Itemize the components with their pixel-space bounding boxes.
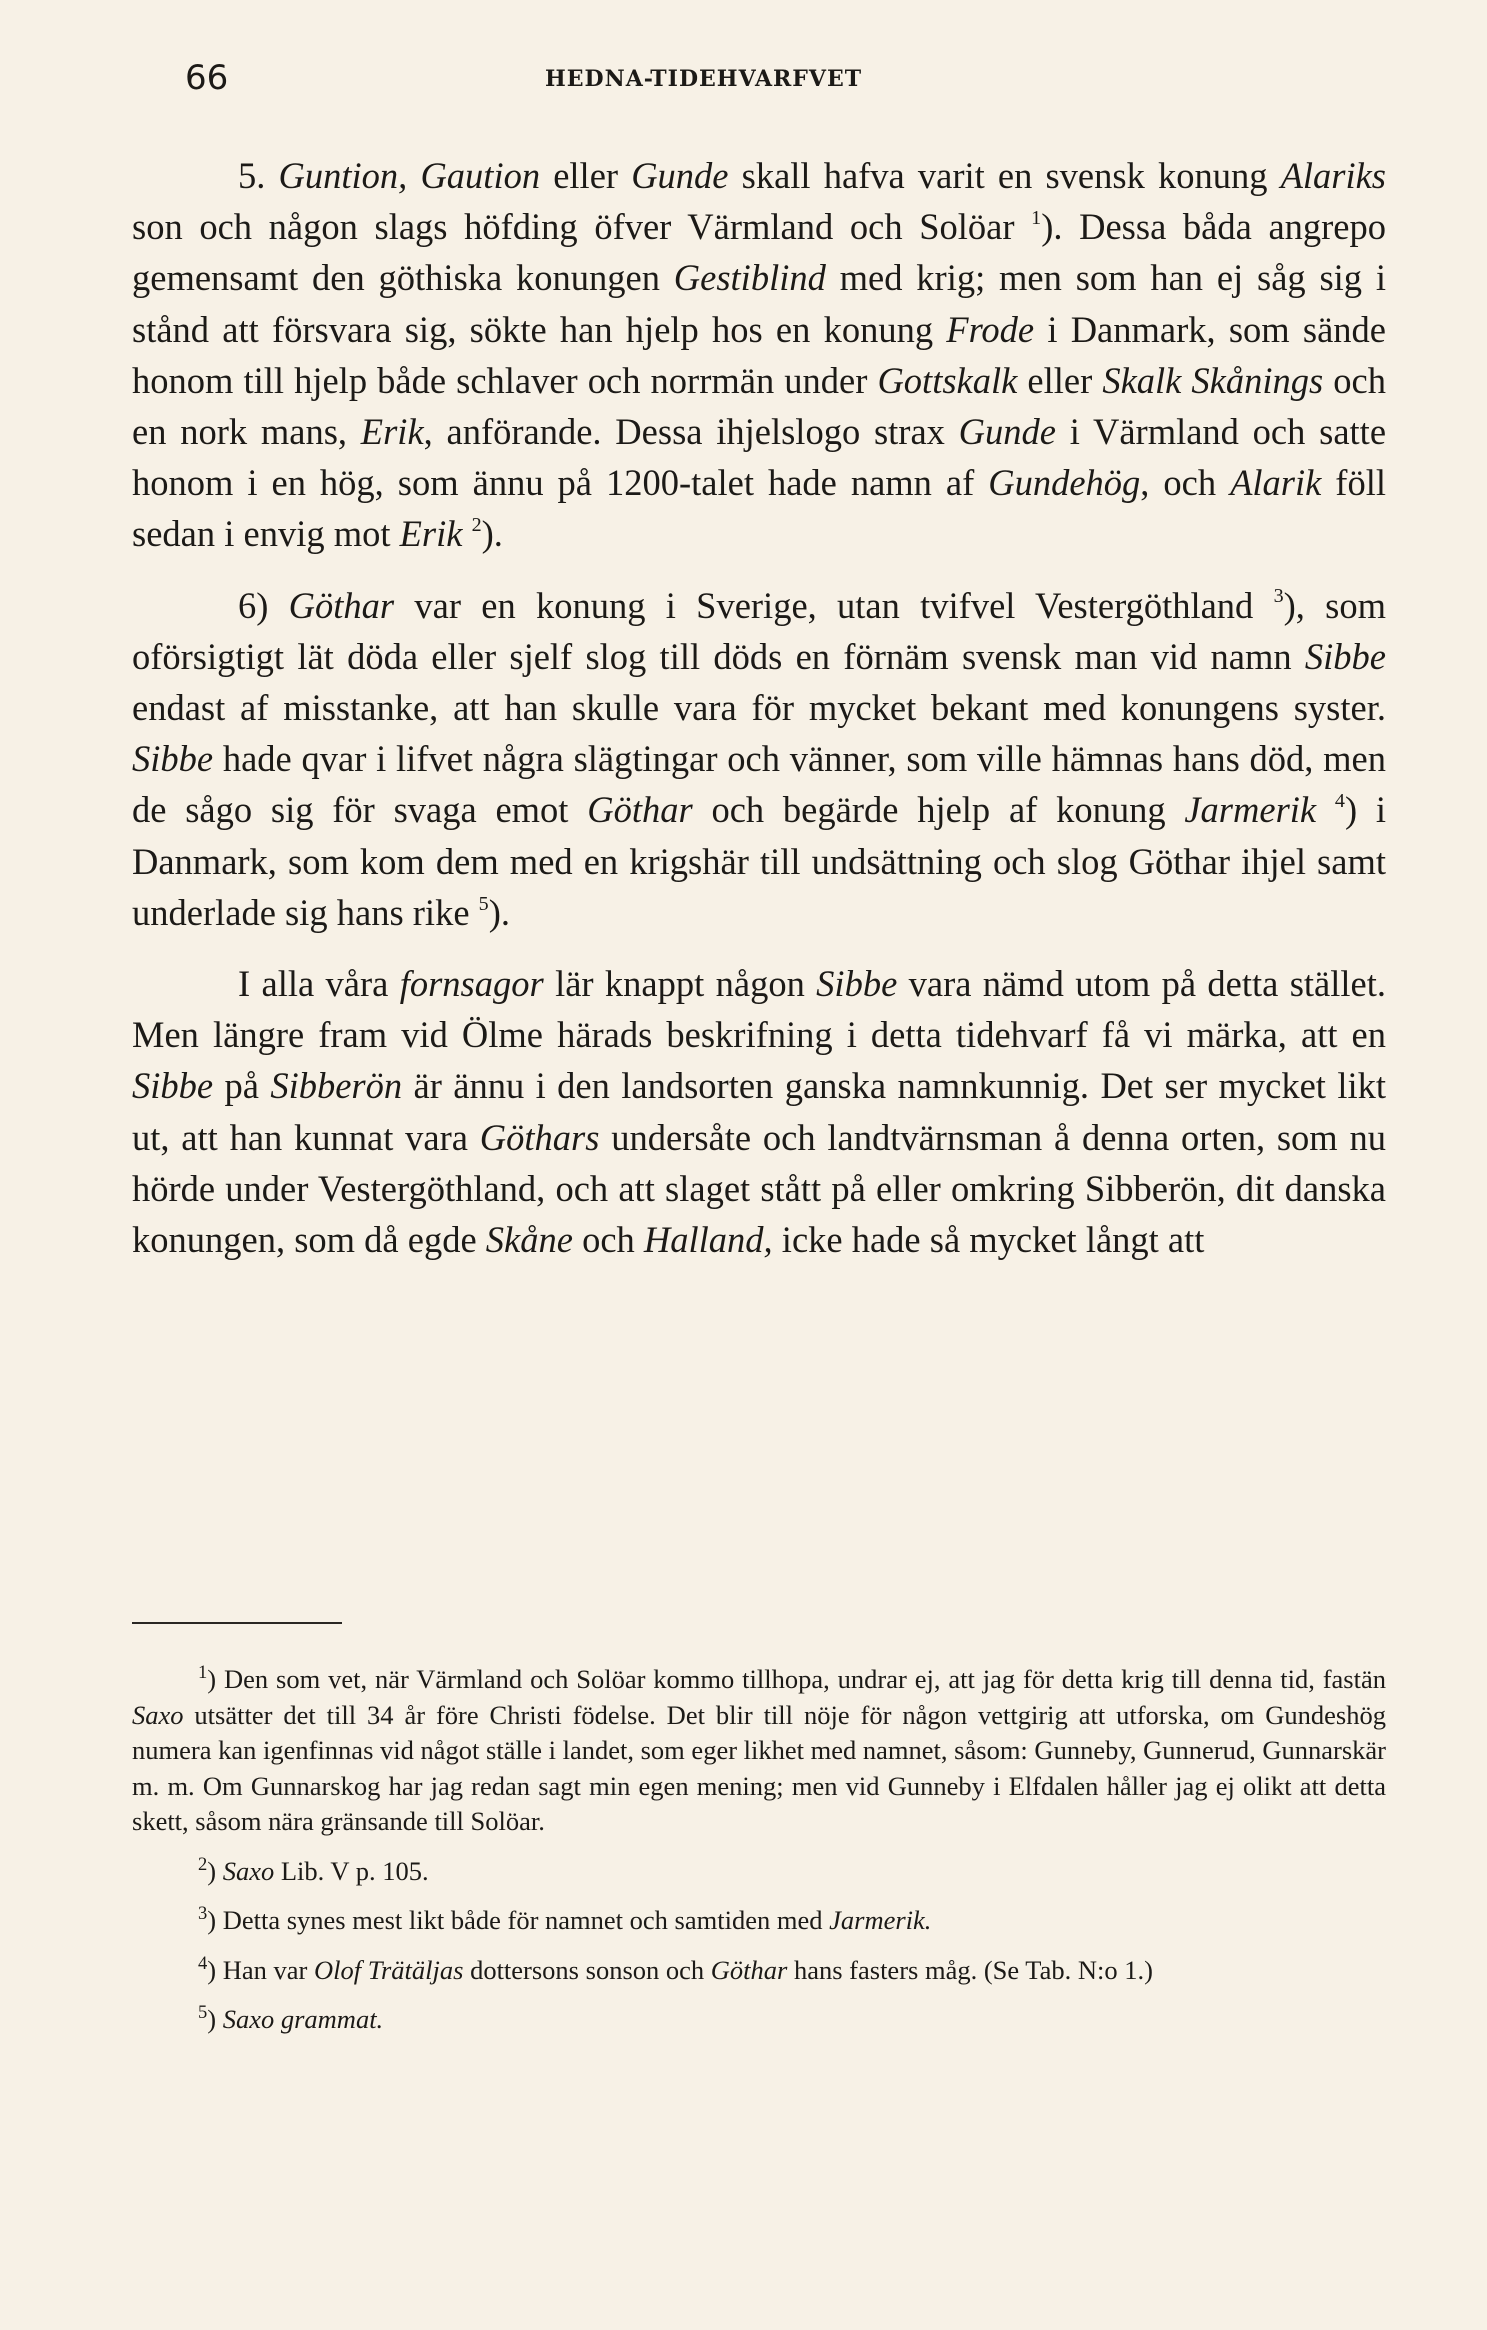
footnote-ref: 5	[478, 892, 489, 915]
italic-name: Erik	[399, 513, 463, 555]
text-run: endast af misstanke, att han skulle vara för mycket bekant med konungens syster.	[132, 687, 1386, 729]
footnotes	[132, 1662, 1386, 2038]
italic-name: Erik	[360, 411, 424, 453]
text-run: eller	[1017, 359, 1103, 401]
text-run: och	[572, 1219, 644, 1261]
text-run: ). Dessa båda angrepo gemensamt den göthiska konungen	[132, 206, 1386, 299]
text-run: )	[207, 2004, 223, 2034]
footnote-5	[132, 2002, 1386, 2038]
footnote-ref: 3	[1273, 585, 1284, 608]
italic-name: Alarik	[1230, 462, 1322, 504]
italic-name: Gestiblind	[673, 257, 826, 299]
italic-name: Göthar	[288, 584, 395, 626]
italic-name: Halland,	[643, 1219, 773, 1261]
text-run: dottersons sonson och	[463, 1954, 711, 1985]
italic-name: Guntion,	[278, 155, 408, 196]
text-run: eller	[540, 155, 632, 196]
paragraph-sibbe	[132, 958, 1386, 1265]
text-run: vara nämd utom på detta stället. Men längre fram vid Ölme härads beskrifning i detta tidehvarf få vi märka, att en	[132, 963, 1386, 1056]
footnote-number: 1	[198, 1662, 208, 1684]
text-run: med krig; men som han ej såg sig i stånd att försvara sig, sökte han hjelp hos en konung	[132, 257, 1386, 350]
footnote-1	[132, 1662, 1386, 1840]
italic-name: Sibbe	[1304, 635, 1386, 677]
italic-name: Saxo grammat.	[222, 2004, 384, 2034]
italic-name: Göthar	[710, 1954, 788, 1985]
text-run: på	[213, 1065, 271, 1107]
italic-name: Gottskalk	[877, 359, 1018, 401]
text-run: ) Detta synes mest likt både för namnet och samtiden med	[207, 1905, 830, 1935]
footnote-ref: 2	[471, 514, 482, 537]
text-run: ) Den som vet, när Värmland och Solöar kommo tillhopa, undrar ej, att jag för detta krig till denna tid, fastän	[207, 1664, 1386, 1694]
text-run: hade qvar i lifvet några slägtingar och vänner, som ville hämnas hans död, men de sågo sig för svaga emot	[132, 738, 1386, 831]
italic-name: Sibbe	[132, 738, 214, 780]
text-run: I alla våra	[238, 963, 400, 1005]
italic-name: Jarmerik	[1184, 789, 1317, 831]
footnote-ref: 4	[1334, 790, 1345, 813]
text-run: 6)	[238, 584, 289, 626]
italic-name: Göthars	[479, 1116, 600, 1158]
footnote-number: 2	[198, 1853, 208, 1875]
italic-name: Skalk Skånings	[1102, 359, 1324, 401]
text-run: , anförande. Dessa ihjelslogo strax	[423, 411, 959, 453]
text-run: undersåte och landtvärnsman å denna orten, som nu hörde under Vestergöthland, och att slaget stått på eller omkring Sibberön, dit danska konungen, som då egde	[132, 1116, 1386, 1261]
text-run: utsätter det till 34 år före Christi födelse. Det blir till nöje för någon vettgirig att utforska, om Gundeshög numera kan igenfinnas vid något ställe i landet, som eger likhet med namnet, såsom: Gunneby, Gunnerud, Gunnarskär m. m. Om Gunnarskog har jag redan sagt min egen mening; men vid Gunneby i Elfdalen håller jag ej olikt att detta skett, såsom nära gränsande till Solöar.	[132, 1699, 1386, 1836]
italic-name: Göthar	[587, 789, 693, 831]
footnote-ref: 1	[1031, 207, 1042, 230]
text-run: och en nork mans,	[132, 359, 1386, 453]
text-run: , och	[1140, 462, 1231, 504]
footnote-number: 4	[198, 1952, 208, 1974]
italic-name: Gundehög	[988, 462, 1141, 504]
text-run: ) Han var	[207, 1954, 314, 1985]
italic-name: Sibberön	[270, 1065, 403, 1107]
text-run: lär knappt någon	[543, 963, 817, 1005]
italic-name: Saxo	[222, 1855, 275, 1886]
text-run: icke hade så mycket långt att	[772, 1219, 1205, 1261]
text-run: Lib. V p. 105.	[274, 1855, 429, 1886]
italic-name: Sibbe	[132, 1065, 214, 1107]
page-number: 66	[185, 58, 229, 98]
italic-name: Sibbe	[816, 963, 898, 1005]
text-run	[1316, 789, 1335, 830]
italic-name: Olof Trätäljas	[313, 1954, 464, 1985]
italic-name: Skåne	[485, 1219, 573, 1261]
text-run: son och någon slags höfding öfver Värmland och Solöar	[132, 206, 1032, 248]
italic-name: Gunde	[958, 411, 1056, 453]
footnote-number: 3	[198, 1903, 208, 1925]
italic-name: Gunde	[631, 155, 729, 196]
italic-name: fornsagor	[399, 963, 544, 1005]
footnote-divider	[132, 1622, 342, 1624]
text-run: hans fasters måg. (Se Tab. N:o 1.)	[787, 1954, 1153, 1985]
footnote-3	[132, 1903, 1386, 1939]
italic-name: Alariks	[1280, 155, 1387, 196]
footnote-2	[132, 1854, 1386, 1890]
text-run: ).	[481, 513, 503, 555]
text-run: ).	[488, 891, 510, 933]
paragraph-gothar	[132, 580, 1386, 938]
italic-name: Jarmerik.	[829, 1905, 932, 1935]
italic-name: Gaution	[420, 155, 541, 196]
text-run: ), som oförsigtigt lät döda eller sjelf slog till döds en förnäm svensk man vid namn	[132, 584, 1386, 677]
text-run: )	[207, 1855, 223, 1886]
text-run: 5.	[238, 155, 279, 196]
text-run: var en konung i Sverige, utan tvifvel Vestergöthland	[394, 584, 1274, 626]
page-header	[0, 58, 1487, 118]
footnote-number: 5	[198, 2002, 208, 2024]
text-run: är ännu i den landsorten ganska namnkunnig. Det ser mycket likt ut, att han kunnat vara	[132, 1065, 1386, 1158]
paragraph-gunde	[132, 150, 1386, 560]
text-run: skall hafva varit en svensk konung	[728, 155, 1281, 196]
running-head: HEDNA-TIDEHVARFVET	[545, 66, 863, 92]
main-text	[132, 150, 1386, 1265]
text-run: och begärde hjelp af konung	[692, 789, 1185, 831]
text-run: föll sedan i envig mot	[132, 462, 1386, 555]
text-run: i Danmark, som sände honom till hjelp både schlaver och norrmän under	[132, 308, 1386, 401]
text-run: ) i Danmark, som kom dem med en krigshär till undsättning och slog Göthar ihjel samt underlade sig hans rike	[132, 789, 1387, 933]
italic-name: Saxo	[132, 1699, 184, 1730]
footnote-4	[132, 1953, 1386, 1989]
text-run: i Värmland och satte honom i en hög, som ännu på 1200-talet hade namn af	[132, 411, 1387, 504]
italic-name: Frode	[946, 308, 1035, 350]
text-run	[462, 513, 471, 554]
text-run	[407, 155, 420, 196]
